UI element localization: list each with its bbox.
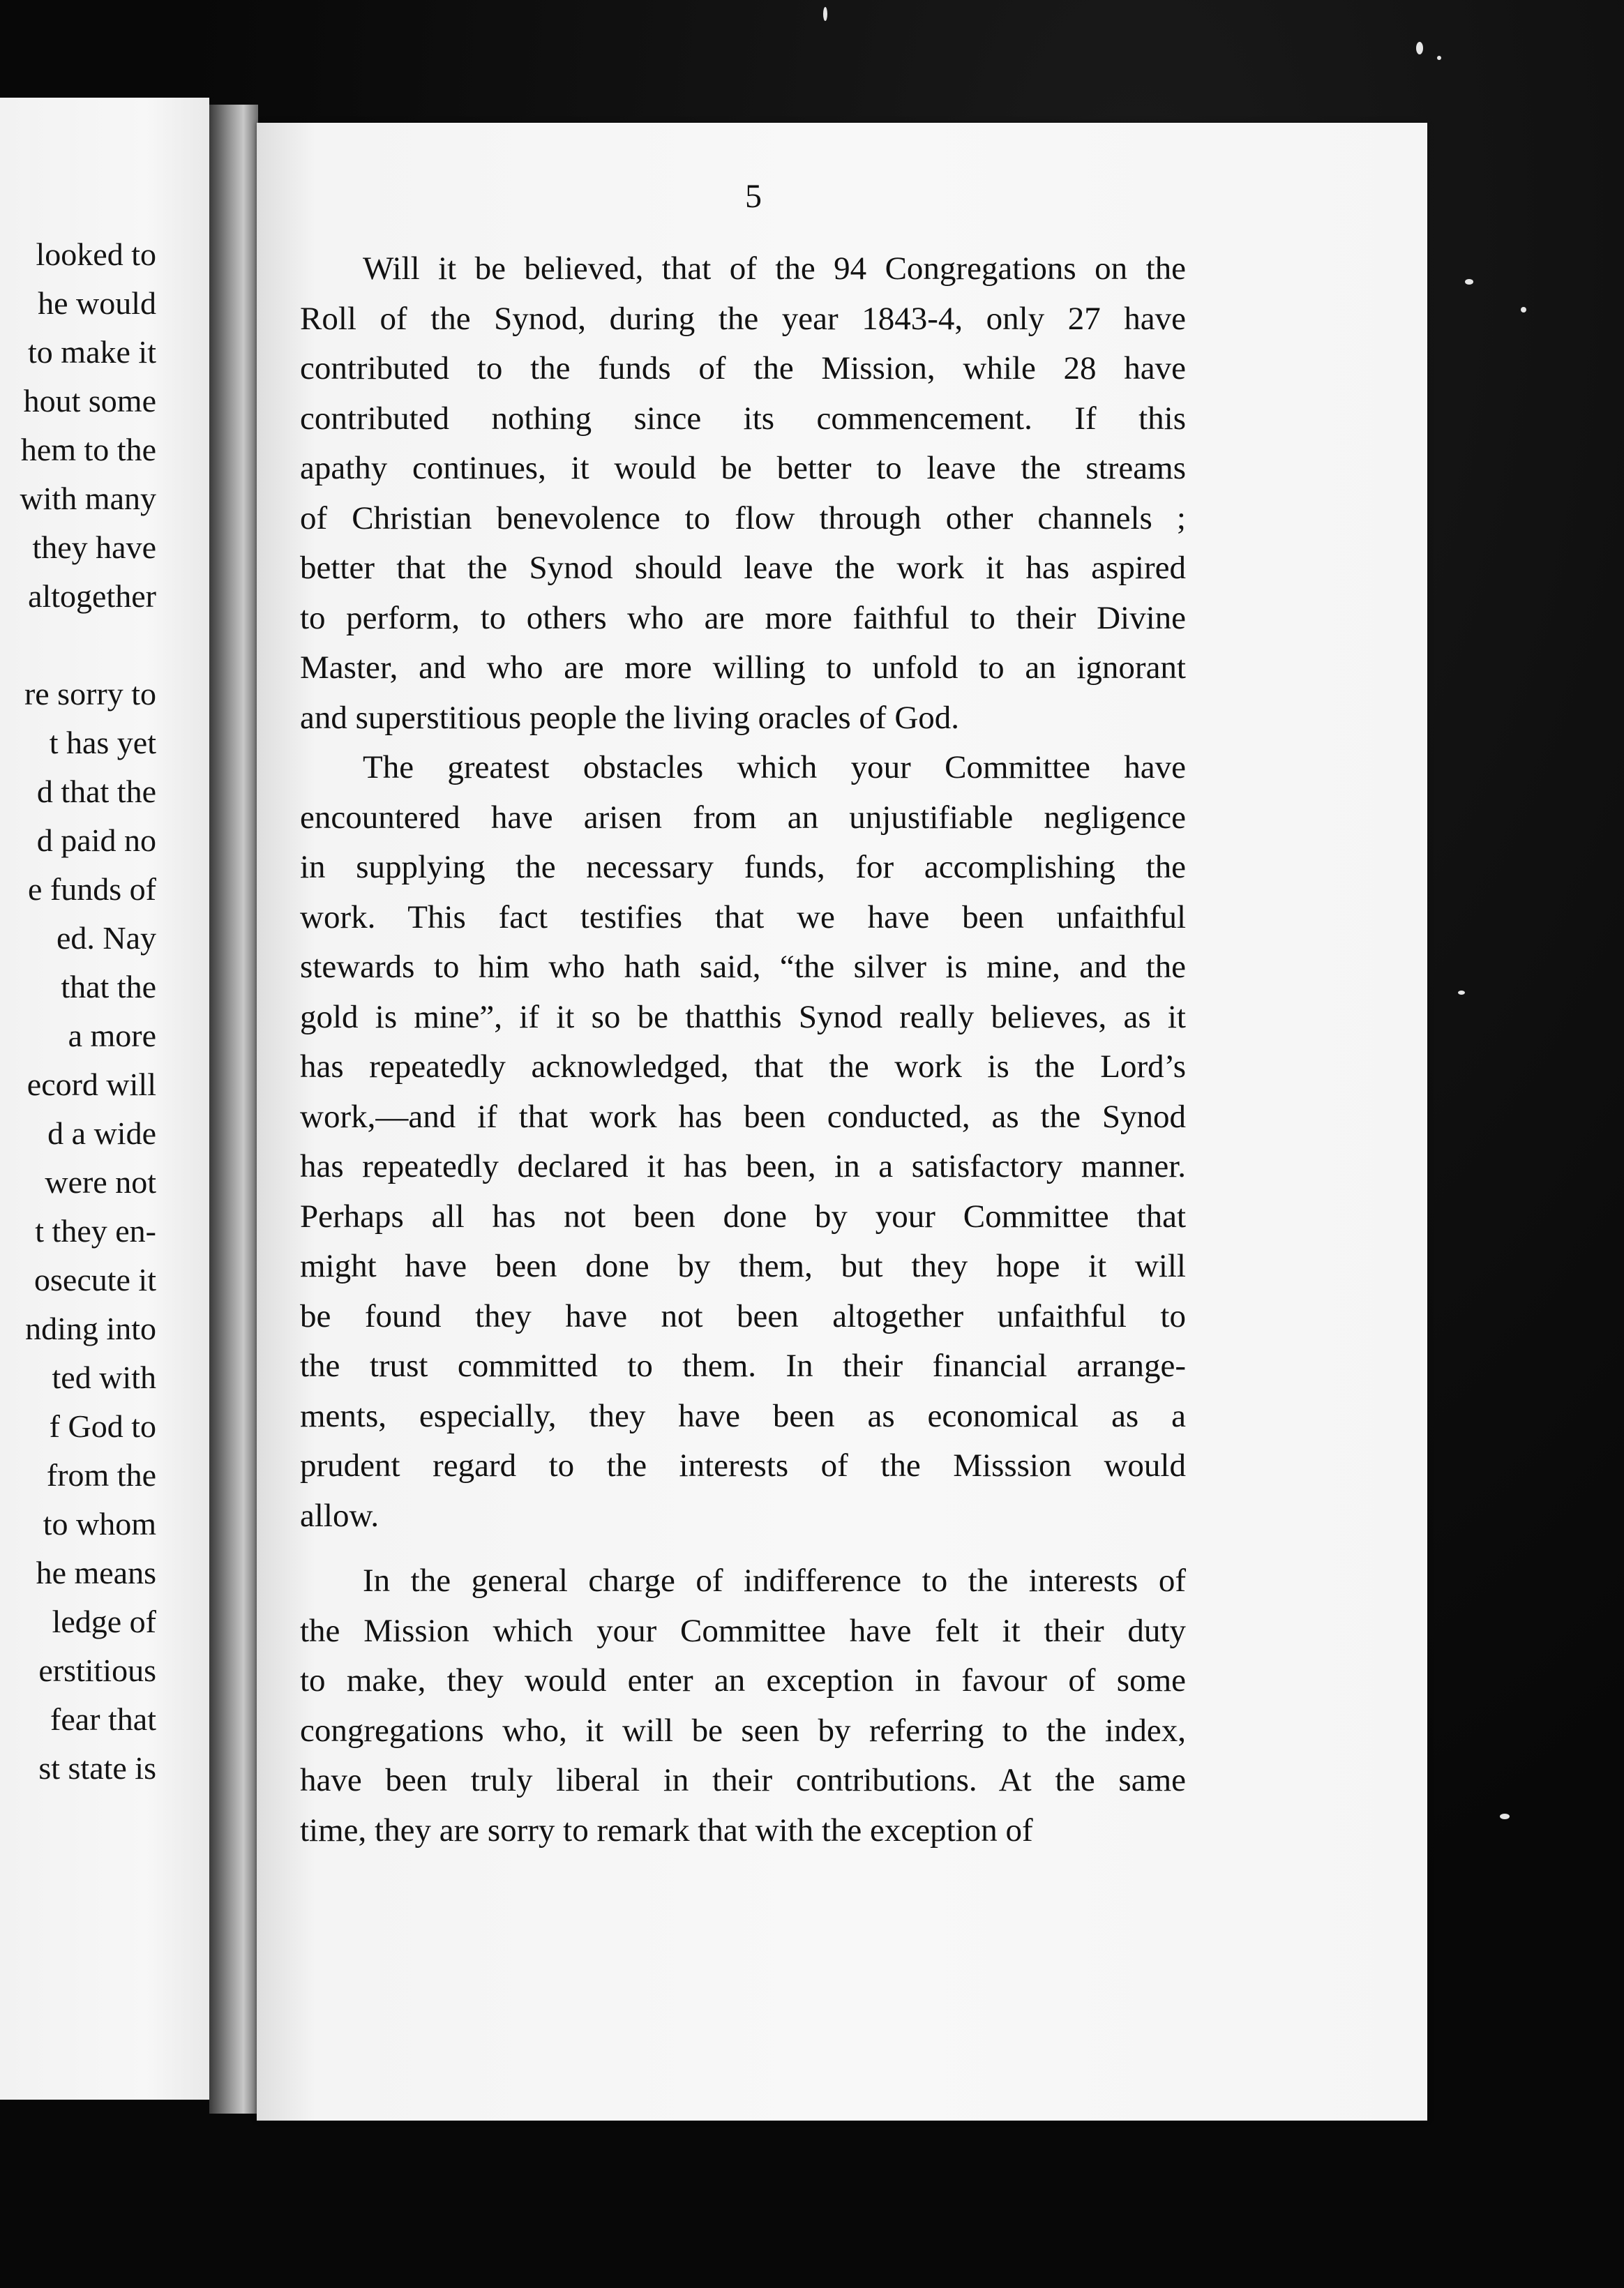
text-line: stewards to him who hath said, “the silver is mine, and the — [300, 949, 1186, 985]
text-line: be found they have not been altogether unfaithful to — [300, 1297, 1186, 1334]
fragment-line: d paid no — [36, 822, 156, 858]
text-line: the trust committed to them. In their financial arrange- — [300, 1348, 1186, 1384]
text-line: encountered have arisen from an unjustifiable negligence — [300, 799, 1186, 836]
text-line: In the general charge of indifference to the interests of — [363, 1563, 1186, 1599]
previous-page-fragment — [0, 98, 209, 2100]
dust-speck — [1500, 1814, 1510, 1819]
fragment-line: looked to — [36, 236, 156, 272]
fragment-line: were not — [45, 1164, 156, 1200]
fragment-line: that the — [61, 969, 156, 1004]
fragment-line: erstitious — [38, 1653, 156, 1688]
text-line: Master, and who are more willing to unfold to an ignorant — [300, 649, 1186, 686]
text-line: gold is mine”, if it so be thatthis Synod really believes, as it — [300, 998, 1186, 1035]
fragment-line: ledge of — [52, 1604, 156, 1639]
dust-speck — [1437, 56, 1441, 60]
fragment-line — [20, 621, 156, 670]
text-line: of Christian benevolence to flow through other channels ; — [300, 499, 1186, 536]
text-line: contributed nothing since its commencement. If this — [300, 400, 1186, 437]
paragraph — [300, 1556, 1186, 1856]
fragment-line: fear that — [50, 1701, 156, 1737]
text-line: allow. — [300, 1497, 379, 1534]
fragment-line: t they en- — [35, 1213, 156, 1249]
text-line: has repeatedly acknowledged, that the work is the Lord’s — [300, 1048, 1186, 1085]
dust-speck — [1416, 42, 1423, 54]
text-line: work. This fact testifies that we have been unfaithful — [300, 898, 1186, 935]
fragment-line: osecute it — [34, 1262, 156, 1297]
text-line: to make, they would enter an exception in favour of some — [300, 1662, 1186, 1699]
fragment-line: st state is — [38, 1750, 156, 1786]
text-line: work,—and if that work has been conducted, as the Synod — [300, 1098, 1186, 1135]
dust-speck — [1458, 991, 1465, 995]
fragment-line: e funds of — [28, 871, 156, 907]
paragraph — [300, 244, 1186, 743]
text-line: has repeatedly declared it has been, in a satisfactory manner. — [300, 1148, 1186, 1184]
text-line: congregations who, it will be seen by referring to the index, — [300, 1712, 1186, 1749]
fragment-line: ted with — [52, 1360, 156, 1395]
page-body-text — [300, 244, 1186, 1856]
fragment-line: he would — [38, 285, 156, 321]
book-gutter — [209, 105, 258, 2114]
page-number: 5 — [745, 178, 762, 215]
text-line: contributed to the funds of the Mission, while 28 have — [300, 350, 1186, 386]
text-line: better that the Synod should leave the work it has aspired — [300, 550, 1186, 586]
text-line: prudent regard to the interests of the Misssion would — [300, 1447, 1186, 1484]
fragment-line: from the — [46, 1457, 156, 1493]
fragment-line: f God to — [49, 1408, 156, 1444]
text-line: The greatest obstacles which your Committee have — [363, 749, 1186, 785]
fragment-line: nding into — [25, 1311, 156, 1346]
fragment-line: altogether — [28, 578, 156, 614]
fragment-line: ecord will — [27, 1067, 156, 1102]
text-line: might have been done by them, but they hope it will — [300, 1248, 1186, 1284]
fragment-line: d that the — [36, 774, 156, 809]
fragment-line: with many — [20, 481, 156, 516]
dust-speck — [823, 7, 827, 21]
text-line: Perhaps all has not been done by your Committee that — [300, 1198, 1186, 1235]
fragment-line: he means — [36, 1555, 156, 1590]
fragment-line: t has yet — [49, 725, 156, 760]
previous-page-text — [20, 230, 156, 1793]
text-line: to perform, to others who are more faithful to their Divine — [300, 599, 1186, 636]
fragment-line: hem to the — [20, 432, 156, 467]
dust-speck — [1521, 307, 1526, 313]
text-line: time, they are sorry to remark that with the exception of — [300, 1812, 1033, 1849]
fragment-line: they have — [32, 529, 156, 565]
text-line: Roll of the Synod, during the year 1843-4, only 27 have — [300, 300, 1186, 337]
fragment-line: a more — [68, 1018, 156, 1053]
text-line: in supplying the necessary funds, for accomplishing the — [300, 849, 1186, 885]
fragment-line: hout some — [23, 383, 156, 419]
fragment-line: d a wide — [47, 1115, 156, 1151]
fragment-line: ed. Nay — [56, 920, 156, 956]
fragment-line: re sorry to — [24, 676, 156, 712]
text-line: apathy continues, it would be better to leave the streams — [300, 450, 1186, 486]
text-line: have been truly liberal in their contributions. At the same — [300, 1762, 1186, 1798]
fragment-line: to make it — [28, 334, 156, 370]
fragment-line: to whom — [43, 1506, 156, 1542]
dust-speck — [1465, 279, 1473, 285]
text-line: and superstitious people the living oracles of God. — [300, 699, 960, 736]
text-line: ments, especially, they have been as economical as a — [300, 1397, 1186, 1434]
paragraph — [300, 743, 1186, 1541]
text-line: Will it be believed, that of the 94 Congregations on the — [363, 250, 1186, 287]
text-line: the Mission which your Committee have felt it their duty — [300, 1612, 1186, 1649]
